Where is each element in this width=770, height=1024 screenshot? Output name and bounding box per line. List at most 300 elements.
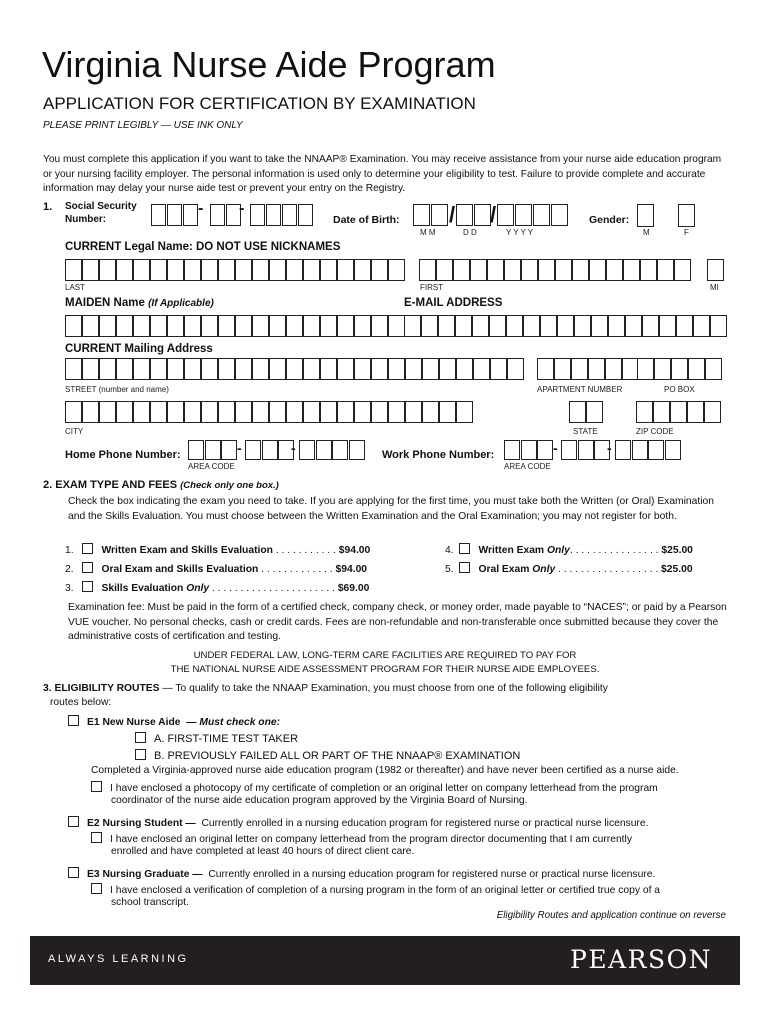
- char-box[interactable]: [286, 259, 303, 281]
- char-box[interactable]: [537, 440, 553, 460]
- char-box[interactable]: [349, 440, 365, 460]
- char-box[interactable]: [235, 401, 252, 423]
- char-box[interactable]: [184, 401, 201, 423]
- char-box[interactable]: [470, 259, 487, 281]
- char-box[interactable]: [676, 315, 693, 337]
- char-box[interactable]: [150, 315, 167, 337]
- char-box[interactable]: [710, 315, 727, 337]
- exam-option-1[interactable]: [65, 543, 370, 556]
- char-box[interactable]: [218, 358, 235, 380]
- char-box[interactable]: [642, 315, 659, 337]
- char-box[interactable]: [282, 204, 297, 226]
- char-box[interactable]: [670, 401, 687, 423]
- char-box[interactable]: [201, 358, 218, 380]
- email-label: E-MAIL ADDRESS: [404, 297, 503, 309]
- char-box[interactable]: [303, 259, 320, 281]
- section-2-title: [43, 479, 279, 491]
- char-box[interactable]: [705, 358, 722, 380]
- char-box[interactable]: [235, 259, 252, 281]
- char-box[interactable]: [388, 259, 405, 281]
- char-box[interactable]: [65, 358, 82, 380]
- char-box[interactable]: [413, 204, 430, 226]
- dob-yyyy: Y Y Y Y: [506, 228, 534, 237]
- char-box[interactable]: [299, 440, 315, 460]
- char-box[interactable]: [286, 358, 303, 380]
- char-box[interactable]: [201, 259, 218, 281]
- char-box[interactable]: [167, 315, 184, 337]
- work-phone-dash-1: -: [553, 440, 558, 456]
- checkbox-icon[interactable]: [91, 883, 102, 894]
- char-box[interactable]: [521, 440, 537, 460]
- char-box[interactable]: [316, 440, 332, 460]
- char-box[interactable]: [436, 259, 453, 281]
- char-box[interactable]: [262, 440, 278, 460]
- char-box[interactable]: [473, 358, 490, 380]
- po-box-label: PO BOX: [664, 385, 695, 394]
- char-box[interactable]: [354, 315, 371, 337]
- checkbox-icon[interactable]: [82, 543, 93, 554]
- char-box[interactable]: [608, 315, 625, 337]
- char-box[interactable]: [133, 315, 150, 337]
- char-box[interactable]: [659, 315, 676, 337]
- char-box[interactable]: [456, 204, 473, 226]
- exam-option-2-num: 2.: [65, 564, 74, 575]
- char-box[interactable]: [506, 315, 523, 337]
- dob-mm: M M: [420, 228, 436, 237]
- section-3-intro-2: routes below:: [50, 697, 112, 708]
- route-e3-enclosure-text: I have enclosed a verification of completion of a nursing program in the form of an original letter or certified true copy of a: [110, 885, 661, 896]
- char-box[interactable]: [554, 358, 571, 380]
- route-e1-note: — Must check one:: [186, 717, 281, 728]
- char-box[interactable]: [453, 259, 470, 281]
- char-box[interactable]: [632, 440, 648, 460]
- char-box[interactable]: [150, 259, 167, 281]
- state-label: STATE: [573, 427, 598, 436]
- char-box[interactable]: [404, 315, 421, 337]
- char-box[interactable]: [388, 401, 405, 423]
- char-box[interactable]: [269, 401, 286, 423]
- home-phone-dash-1: -: [237, 440, 242, 456]
- gender-f-box[interactable]: [678, 204, 695, 227]
- print-instruction: PLEASE PRINT LEGIBLY — USE INK ONLY: [43, 120, 243, 131]
- char-box[interactable]: [591, 315, 608, 337]
- char-box[interactable]: [388, 315, 405, 337]
- exam-option-5-only: Only: [532, 564, 556, 575]
- char-box[interactable]: [665, 440, 681, 460]
- checkbox-icon[interactable]: [459, 562, 470, 573]
- exam-option-4-price: $25.00: [661, 545, 693, 556]
- char-box[interactable]: [422, 358, 439, 380]
- char-box[interactable]: [201, 315, 218, 337]
- dob-slash-1: /: [449, 202, 456, 227]
- legal-name-label: CURRENT Legal Name: DO NOT USE NICKNAMES: [65, 241, 341, 253]
- leader-dots: . . . . . . . . . . . . .: [258, 564, 336, 575]
- char-box[interactable]: [538, 259, 555, 281]
- checkbox-icon[interactable]: [135, 732, 146, 743]
- exam-option-3-num: 3.: [65, 583, 74, 594]
- exam-option-2-price: $94.00: [335, 564, 368, 575]
- char-box[interactable]: [218, 401, 235, 423]
- char-box[interactable]: [320, 358, 337, 380]
- exam-option-4-num: 4.: [445, 545, 454, 556]
- char-box[interactable]: [574, 315, 591, 337]
- checkbox-icon[interactable]: [91, 832, 102, 843]
- leader-dots: . . . . . . . . . . . . . . . . . . . . . .: [209, 583, 338, 594]
- leader-dots: . . . . . . . . . . . . . . . . . .: [555, 564, 662, 575]
- exam-option-3-label: Skills Evaluation: [101, 583, 184, 594]
- leader-dots: . . . . . . . . . . . . . . . .: [569, 545, 662, 556]
- exam-option-1-num: 1.: [65, 545, 74, 556]
- char-box[interactable]: [578, 440, 594, 460]
- char-box[interactable]: [615, 440, 631, 460]
- char-box[interactable]: [184, 259, 201, 281]
- home-phone-dash-2: -: [291, 440, 296, 456]
- char-box[interactable]: [474, 204, 491, 226]
- route-e3-enclosure-2: school transcript.: [111, 897, 189, 908]
- char-box[interactable]: [65, 401, 82, 423]
- char-box[interactable]: [337, 315, 354, 337]
- section-2-note: (Check only one box.): [180, 480, 279, 491]
- char-box[interactable]: [637, 358, 654, 380]
- exam-option-4-only: Only: [546, 545, 570, 556]
- char-box[interactable]: [688, 358, 705, 380]
- char-box[interactable]: [337, 259, 354, 281]
- char-box[interactable]: [354, 358, 371, 380]
- char-box[interactable]: [653, 401, 670, 423]
- char-box[interactable]: [286, 315, 303, 337]
- char-box[interactable]: [116, 401, 133, 423]
- work-phone-label: Work Phone Number:: [382, 449, 495, 461]
- char-box[interactable]: [116, 259, 133, 281]
- char-box[interactable]: [183, 204, 198, 226]
- exam-option-5-label: Oral Exam: [478, 564, 530, 575]
- char-box[interactable]: [252, 358, 269, 380]
- gender-f-label: F: [684, 228, 689, 237]
- char-box[interactable]: [687, 401, 704, 423]
- exam-option-3-price: $69.00: [337, 583, 370, 594]
- section-3-intro: [43, 683, 608, 694]
- federal-law-line-2: THE NATIONAL NURSE AIDE ASSESSMENT PROGRAM FOR THEIR NURSE AIDE EMPLOYEES.: [170, 664, 600, 675]
- mailing-label: CURRENT Mailing Address: [65, 343, 213, 355]
- exam-option-4[interactable]: [445, 543, 693, 556]
- checkbox-icon[interactable]: [68, 715, 79, 726]
- char-box[interactable]: [371, 259, 388, 281]
- char-box[interactable]: [337, 401, 354, 423]
- char-box[interactable]: [320, 401, 337, 423]
- footer-bar: [30, 936, 740, 985]
- char-box[interactable]: [589, 259, 606, 281]
- first-label: FIRST: [420, 283, 444, 292]
- char-box[interactable]: [490, 358, 507, 380]
- city-label: CITY: [65, 427, 84, 436]
- char-box[interactable]: [269, 315, 286, 337]
- route-e3-label: E3 Nursing Graduate —: [87, 869, 203, 880]
- route-e1[interactable]: [68, 715, 280, 728]
- char-box[interactable]: [605, 358, 622, 380]
- pearson-logo: PEARSON: [570, 945, 712, 974]
- checkbox-icon[interactable]: [91, 781, 102, 792]
- char-box[interactable]: [405, 358, 422, 380]
- checkbox-icon[interactable]: [459, 543, 470, 554]
- section-3-title: 3. ELIGIBILITY ROUTES: [43, 683, 160, 694]
- char-box[interactable]: [150, 401, 167, 423]
- char-box[interactable]: [303, 315, 320, 337]
- mi-box[interactable]: [707, 259, 724, 281]
- char-box[interactable]: [421, 315, 438, 337]
- char-box[interactable]: [551, 204, 568, 226]
- char-box[interactable]: [99, 401, 116, 423]
- ssn-dash-2: -: [239, 200, 245, 217]
- route-e1-b-label: B. PREVIOUSLY FAILED ALL OR PART OF THE NNAAP® EXAMINATION: [154, 750, 521, 762]
- char-box[interactable]: [337, 358, 354, 380]
- char-box[interactable]: [533, 204, 550, 226]
- gender-m-box[interactable]: [637, 204, 654, 227]
- char-box[interactable]: [269, 259, 286, 281]
- char-box[interactable]: [507, 358, 524, 380]
- char-box[interactable]: [133, 358, 150, 380]
- section-2-instructions: Check the box indicating the exam you need to take. If you are applying for the first time, you must take both the Written (or Oral) Examination and the Skills Evaluation. You must choose between the Written Examination and the Oral Examination; you may not register for both.: [68, 496, 714, 522]
- char-box[interactable]: [439, 358, 456, 380]
- gender-m-label: M: [643, 228, 650, 237]
- char-box[interactable]: [456, 401, 473, 423]
- char-box[interactable]: [371, 401, 388, 423]
- char-box[interactable]: [472, 315, 489, 337]
- char-box[interactable]: [523, 315, 540, 337]
- char-box[interactable]: [116, 315, 133, 337]
- char-box[interactable]: [65, 259, 82, 281]
- section-1-number: 1.: [43, 201, 53, 213]
- page-subtitle: APPLICATION FOR CERTIFICATION BY EXAMINATION: [43, 94, 476, 113]
- work-area-code: AREA CODE: [504, 462, 551, 471]
- route-e1-desc: Completed a Virginia-approved nurse aide education program (1982 or thereafter) and have never been certified as a nurse aide.: [91, 765, 679, 776]
- gender-label: Gender:: [589, 214, 630, 226]
- char-box[interactable]: [210, 204, 225, 226]
- char-box[interactable]: [572, 259, 589, 281]
- char-box[interactable]: [571, 358, 588, 380]
- char-box[interactable]: [648, 440, 664, 460]
- route-e1-enclosure-2: coordinator of the nurse aide education program approved by the Virginia Board of Nursing.: [111, 795, 528, 806]
- maiden-label: [65, 297, 214, 309]
- dob-dd: D D: [463, 228, 477, 237]
- checkbox-icon[interactable]: [82, 581, 93, 592]
- char-box[interactable]: [354, 401, 371, 423]
- char-box[interactable]: [99, 315, 116, 337]
- char-box[interactable]: [250, 204, 265, 226]
- char-box[interactable]: [116, 358, 133, 380]
- route-e1-a[interactable]: [135, 732, 298, 745]
- home-area-code: AREA CODE: [188, 462, 235, 471]
- char-box[interactable]: [419, 259, 436, 281]
- route-e2-enclosure-text: I have enclosed an original letter on company letterhead from the program director documenting that I am currently: [110, 834, 632, 845]
- exam-option-2-label: Oral Exam and Skills Evaluation: [101, 564, 259, 575]
- char-box[interactable]: [521, 259, 538, 281]
- char-box[interactable]: [235, 315, 252, 337]
- route-e1-a-label: A. FIRST-TIME TEST TAKER: [154, 733, 299, 745]
- char-box[interactable]: [252, 259, 269, 281]
- home-phone-label: Home Phone Number:: [65, 449, 181, 461]
- char-box[interactable]: [266, 204, 281, 226]
- char-box[interactable]: [99, 358, 116, 380]
- char-box[interactable]: [456, 358, 473, 380]
- char-box[interactable]: [320, 315, 337, 337]
- route-e1-label: E1 New Nurse Aide: [87, 717, 181, 728]
- char-box[interactable]: [388, 358, 405, 380]
- route-e3-desc: Currently enrolled in a nursing education program for registered nurse or practical nurse licensure.: [208, 869, 656, 880]
- mi-label: MI: [710, 283, 719, 292]
- char-box[interactable]: [151, 204, 166, 226]
- char-box[interactable]: [555, 259, 572, 281]
- checkbox-icon[interactable]: [68, 816, 79, 827]
- char-box[interactable]: [269, 358, 286, 380]
- route-e1-enclosure-text: I have enclosed a photocopy of my certificate of completion or an original letter on company letterhead from the program: [110, 783, 658, 794]
- char-box[interactable]: [354, 259, 371, 281]
- char-box[interactable]: [205, 440, 221, 460]
- char-box[interactable]: [515, 204, 532, 226]
- char-box[interactable]: [218, 259, 235, 281]
- char-box[interactable]: [422, 401, 439, 423]
- exam-option-1-label: Written Exam and Skills Evaluation: [101, 545, 273, 556]
- char-box[interactable]: [235, 358, 252, 380]
- char-box[interactable]: [286, 401, 303, 423]
- char-box[interactable]: [586, 401, 603, 423]
- char-box[interactable]: [188, 440, 204, 460]
- route-e2-label: E2 Nursing Student —: [87, 818, 196, 829]
- exam-option-5-price: $25.00: [661, 564, 693, 575]
- route-e2-enclosure-2: enrolled and have completed at least 40 hours of direct client care.: [111, 846, 415, 857]
- char-box[interactable]: [65, 315, 82, 337]
- char-box[interactable]: [636, 401, 653, 423]
- char-box[interactable]: [245, 440, 261, 460]
- char-box[interactable]: [303, 358, 320, 380]
- char-box[interactable]: [431, 204, 448, 226]
- char-box[interactable]: [561, 440, 577, 460]
- last-label: LAST: [65, 283, 86, 292]
- char-box[interactable]: [82, 315, 99, 337]
- char-box[interactable]: [221, 440, 237, 460]
- route-e3-enclosure[interactable]: [91, 883, 660, 896]
- char-box[interactable]: [167, 204, 182, 226]
- char-box[interactable]: [320, 259, 337, 281]
- exam-option-5-num: 5.: [445, 564, 454, 575]
- dob-label: Date of Birth:: [333, 214, 400, 226]
- route-e1-enclosure[interactable]: [91, 781, 658, 794]
- apartment-label: APARTMENT NUMBER: [537, 385, 623, 394]
- char-box[interactable]: [167, 358, 184, 380]
- char-box[interactable]: [439, 401, 456, 423]
- char-box[interactable]: [569, 401, 586, 423]
- federal-law-line-1: UNDER FEDERAL LAW, LONG-TERM CARE FACILITIES ARE REQUIRED TO PAY FOR: [193, 650, 577, 661]
- char-box[interactable]: [371, 315, 388, 337]
- route-e2-enclosure[interactable]: [91, 832, 632, 845]
- ssn-label-2: Number:: [65, 214, 107, 225]
- char-box[interactable]: [133, 259, 150, 281]
- intro-paragraph: You must complete this application if you want to take the NNAAP® Examination. You may receive assistance from your nurse aide education program or your nursing facility employer. The personal information is used only to determine your eligibility to test. Failure to provide complete and accurate information may delay your nurse aide test or prevent your entry on the Registry.: [43, 154, 722, 194]
- char-box[interactable]: [99, 259, 116, 281]
- exam-option-3-only: Only: [186, 583, 210, 594]
- char-box[interactable]: [405, 401, 422, 423]
- exam-option-5[interactable]: [445, 562, 693, 575]
- char-box[interactable]: [371, 358, 388, 380]
- char-box[interactable]: [606, 259, 623, 281]
- fee-paragraph: Examination fee: Must be paid in the form of a certified check, company check, or money order, made payable to “NACES”; or paid by a Pearson VUE voucher. No personal checks, cash or credit cards. Fees are non-refundable and non-transferable once submitted because they cover the administrative costs of certification and testing.: [68, 602, 727, 642]
- char-box[interactable]: [504, 259, 521, 281]
- char-box[interactable]: [150, 358, 167, 380]
- char-box[interactable]: [184, 315, 201, 337]
- char-box[interactable]: [298, 204, 313, 226]
- char-box[interactable]: [184, 358, 201, 380]
- char-box[interactable]: [82, 259, 99, 281]
- char-box[interactable]: [218, 315, 235, 337]
- street-label: STREET (number and name): [65, 385, 169, 394]
- char-box[interactable]: [455, 315, 472, 337]
- route-e3[interactable]: [68, 867, 655, 880]
- char-box[interactable]: [252, 315, 269, 337]
- exam-option-4-label: Written Exam: [478, 545, 545, 556]
- exam-option-3[interactable]: [65, 581, 369, 594]
- leader-dots: . . . . . . . . . . .: [272, 545, 339, 556]
- route-e2[interactable]: [68, 816, 648, 829]
- route-e1-b[interactable]: [135, 749, 520, 762]
- char-box[interactable]: [654, 358, 671, 380]
- char-box[interactable]: [657, 259, 674, 281]
- char-box[interactable]: [82, 358, 99, 380]
- work-phone-dash-2: -: [607, 440, 612, 456]
- char-box[interactable]: [82, 401, 99, 423]
- char-box[interactable]: [640, 259, 657, 281]
- char-box[interactable]: [540, 315, 557, 337]
- char-box[interactable]: [674, 259, 691, 281]
- checkbox-icon[interactable]: [135, 749, 146, 760]
- exam-option-2[interactable]: [65, 562, 367, 575]
- exam-option-1-price: $94.00: [338, 545, 371, 556]
- char-box[interactable]: [625, 315, 642, 337]
- section-3-intro-text: — To qualify to take the NNAAP Examination, you must choose from one of the following eligibility: [159, 683, 608, 694]
- section-2-title-text: 2. EXAM TYPE AND FEES: [43, 479, 178, 491]
- maiden-name-text: MAIDEN Name: [65, 297, 145, 309]
- char-box[interactable]: [487, 259, 504, 281]
- char-box[interactable]: [671, 358, 688, 380]
- char-box[interactable]: [133, 401, 150, 423]
- char-box[interactable]: [588, 358, 605, 380]
- char-box[interactable]: [537, 358, 554, 380]
- char-box[interactable]: [438, 315, 455, 337]
- footer-tagline: ALWAYS LEARNING: [48, 953, 189, 965]
- char-box[interactable]: [201, 401, 218, 423]
- char-box[interactable]: [704, 401, 721, 423]
- char-box[interactable]: [167, 259, 184, 281]
- char-box[interactable]: [167, 401, 184, 423]
- char-box[interactable]: [497, 204, 514, 226]
- page-title: Virginia Nurse Aide Program: [42, 44, 496, 85]
- checkbox-icon[interactable]: [82, 562, 93, 573]
- char-box[interactable]: [489, 315, 506, 337]
- ssn-label: Social Security: [65, 201, 137, 212]
- char-box[interactable]: [252, 401, 269, 423]
- char-box[interactable]: [693, 315, 710, 337]
- char-box[interactable]: [332, 440, 348, 460]
- char-box[interactable]: [557, 315, 574, 337]
- char-box[interactable]: [303, 401, 320, 423]
- char-box[interactable]: [623, 259, 640, 281]
- zip-label: ZIP CODE: [636, 427, 674, 436]
- checkbox-icon[interactable]: [68, 867, 79, 878]
- maiden-note: (If Applicable): [148, 298, 214, 309]
- dob-slash-2: /: [490, 202, 497, 227]
- char-box[interactable]: [504, 440, 520, 460]
- route-e2-desc: Currently enrolled in a nursing education program for registered nurse or practical nurse licensure.: [201, 818, 649, 829]
- continue-note: Eligibility Routes and application continue on reverse: [496, 910, 726, 921]
- ssn-dash-1: -: [198, 200, 204, 217]
